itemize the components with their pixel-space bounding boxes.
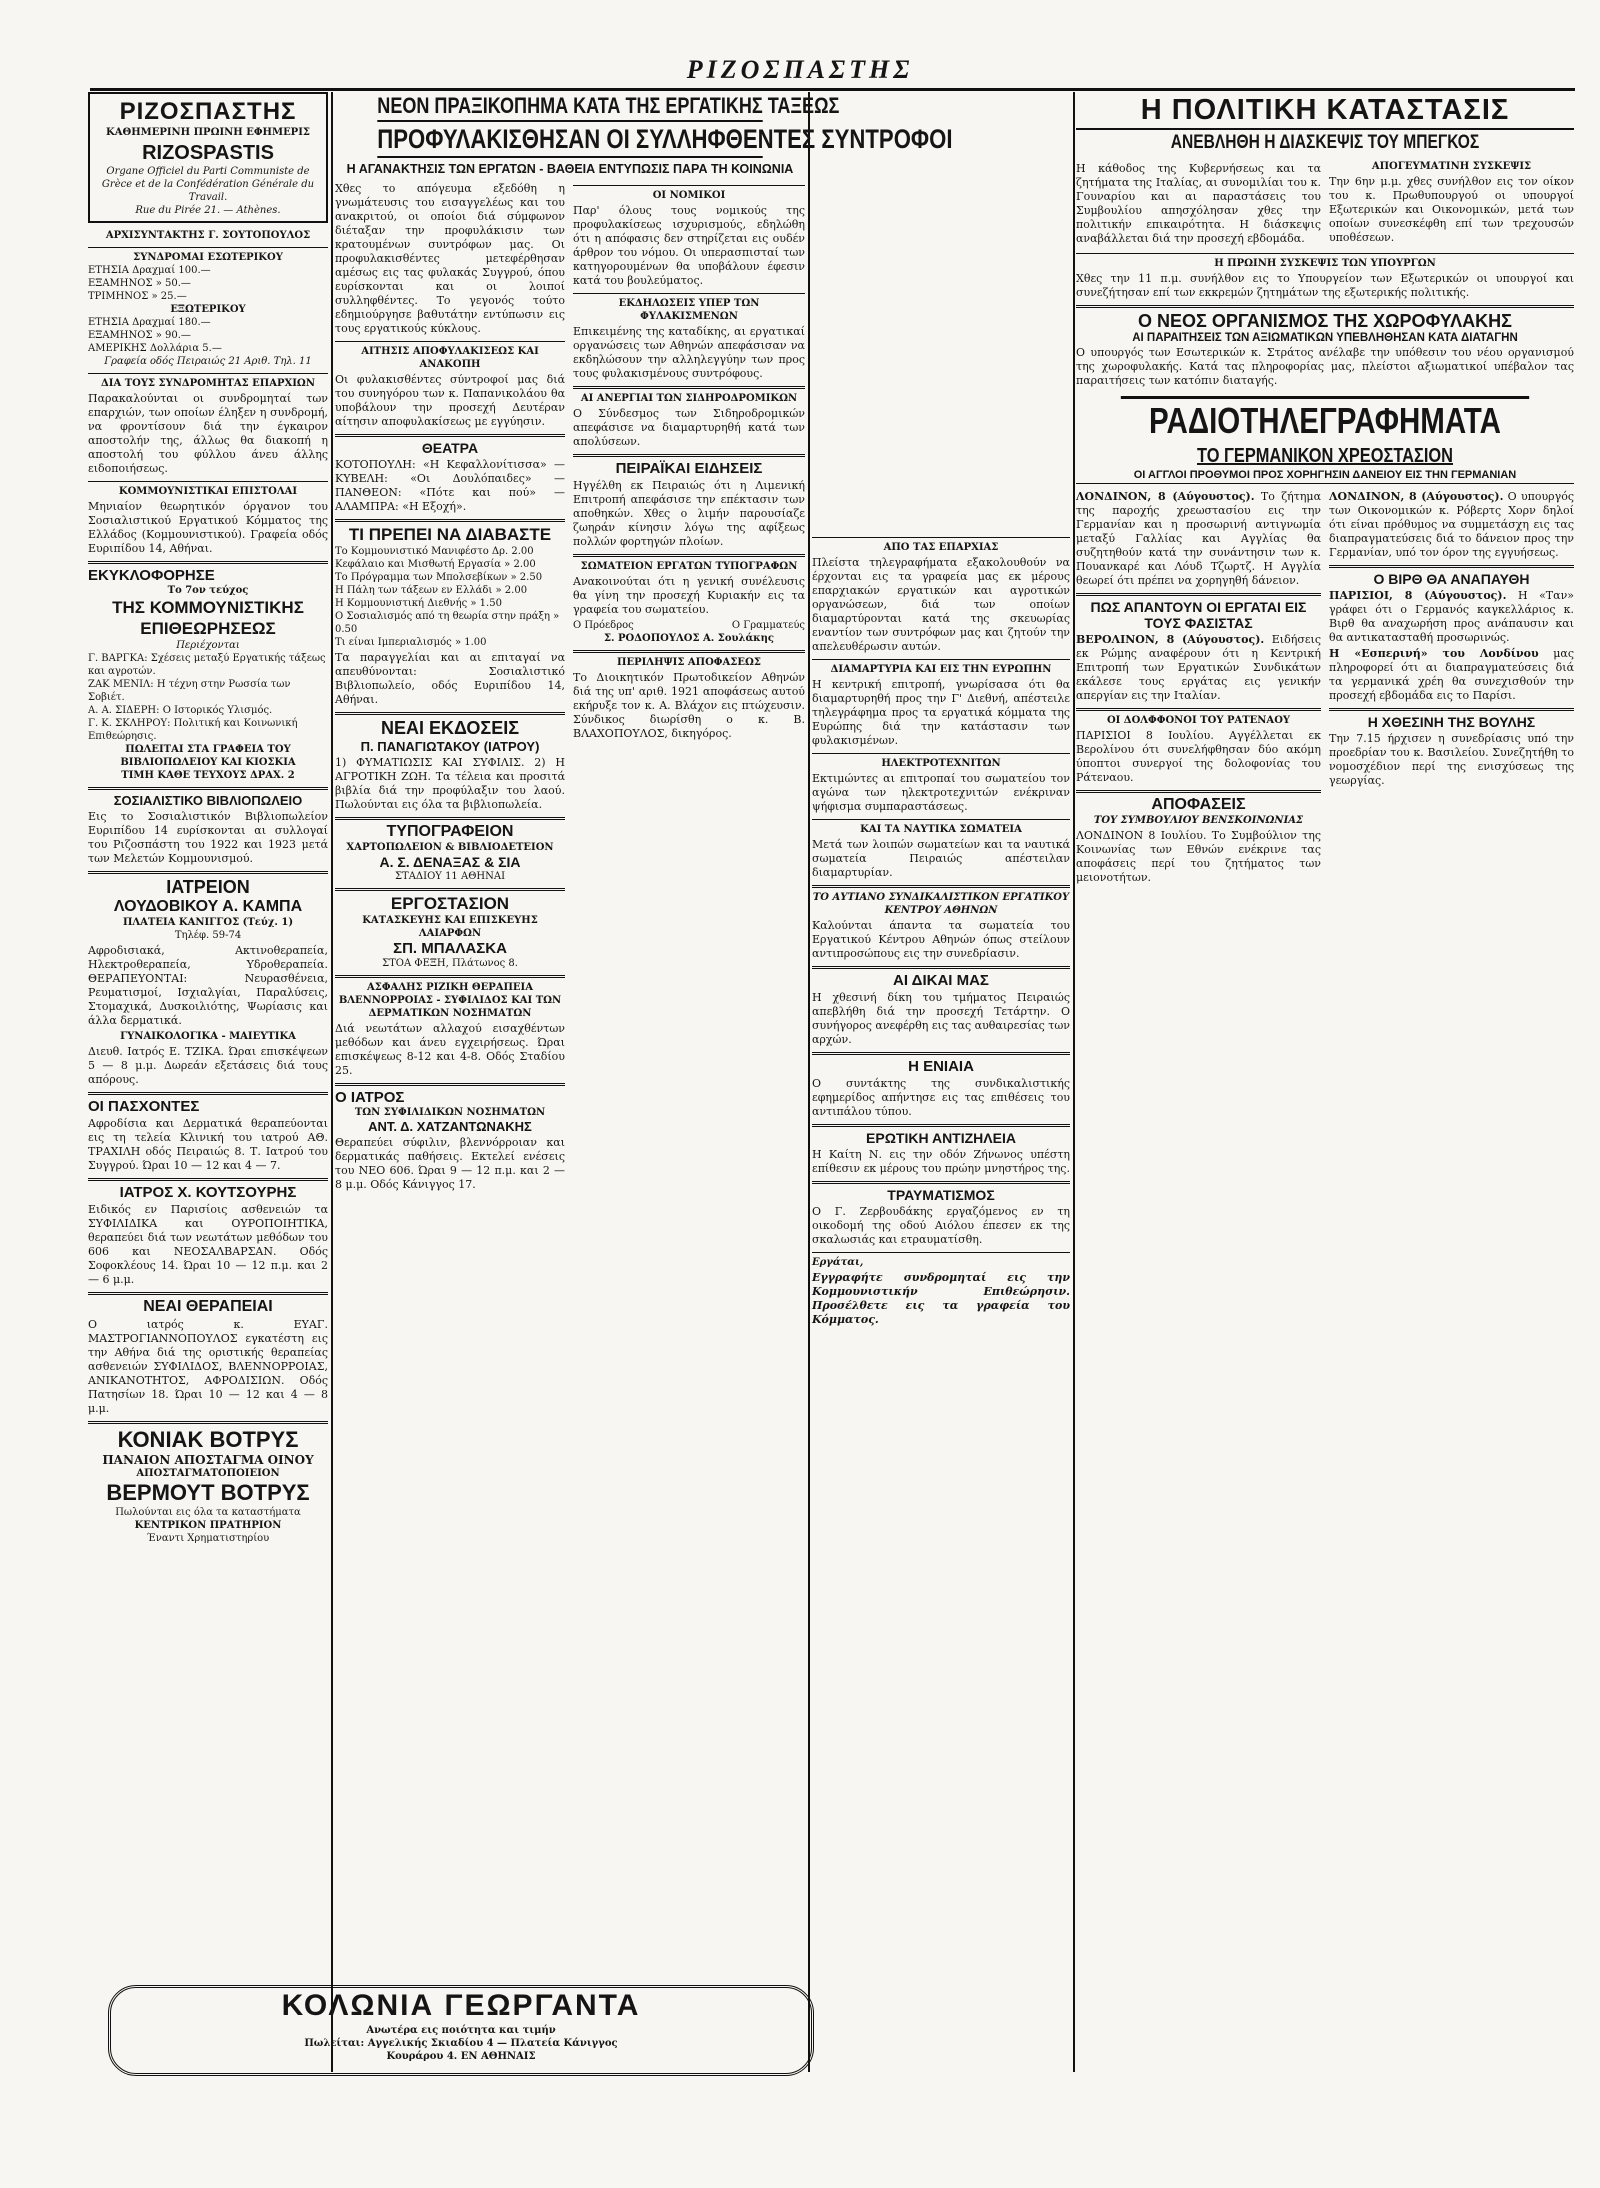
enia-text: Ο συντάκτης της συνδικαλιστικής εφημερίδος απήντησε εις τας επιθέσεις του αντιπάλου τύπου. xyxy=(812,1077,1070,1118)
read-item: Η Πάλη των τάξεων εν Ελλάδι » 2.00 xyxy=(335,585,528,596)
editor-line: ΑΡΧΙΣΥΝΤΑΚΤΗΣ Γ. ΣΟΥΤΟΠΟΥΛΟΣ xyxy=(105,230,311,241)
subscription-row: ΕΞΑΜΗΝΟΣ » 50.— xyxy=(88,278,191,289)
fascist-title: ΠΩΣ ΑΠΑΝΤΟΥΝ ΟΙ ΕΡΓΑΤΑΙ ΕΙΣ ΤΟΥΣ ΦΑΣΙΣΤΑΣ xyxy=(1076,593,1321,631)
column-right xyxy=(1076,92,1574,2077)
circ-contents: Περιέχονται xyxy=(176,640,240,651)
vermouth-depot: ΚΕΝΤΡΙΚΟΝ ΠΡΑΤΗΡΙΟΝ xyxy=(134,1520,282,1531)
nameplate-subtitle: ΚΑΘΗΜΕΡΙΝΗ ΠΡΩΙΝΗ ΕΦΗΜΕΡΙΣ xyxy=(106,127,310,138)
gyn-text: Διευθ. Ιατρός Ε. ΤΖΙΚΑ. Ώραι επισκέψεων 5 — 8 μ.μ. Δωρεάν εξετάσεις διά τους απόρους. xyxy=(88,1045,328,1086)
trade-text: Καλούνται άπαντα τα σωματεία του Εργατικού Κέντρου Αθηνών όπως στείλουν αντιπροσώπους εις την συνεδρίασιν. xyxy=(812,919,1070,960)
vermouth-address: Έναντι Χρηματιστηρίου xyxy=(146,1533,270,1544)
trials-title: ΑΙ ΔΙΚΑΙ ΜΑΣ xyxy=(812,966,1070,989)
lawyers-title: ΟΙ ΝΟΜΙΚΟΙ xyxy=(573,185,805,202)
column-divider xyxy=(331,92,333,2072)
politics-left-text: Η κάθοδος της Κυβερνήσεως και τα ζητήματα της Ιταλίας, αι συνομιλίαι του κ. Γουναρίου και αι παραστάσεις του Συμβουλίου απησχόλησαν χθες την πολιτικήν επικαιρότητα. Η διάσκεψις αναβάλλεται διά την προσεχή εβδομάδα. xyxy=(1076,162,1321,245)
injury-title: ΤΡΑΥΜΑΤΙΣΜΟΣ xyxy=(812,1181,1070,1203)
gendarmerie-text: Ο υπουργός των Εσωτερικών κ. Στράτος ανέλαβε την υπόθεσιν του νέου οργανισμού της χωροφυλακής. Κατά τας πληροφορίας μας, πλείστοι αξιωματικοί υπέβαλον τας παραιτήσεις των κατόπιν διαταγής. xyxy=(1076,346,1574,387)
bookshop-text: Εις το Σοσιαλιστικόν Βιβλιοπωλείον Ευριπίδου 14 ευρίσκονται αι συλλογαί του Ριζοσπάστη του 1922 και 1923 μετά των Μελετών Κομμουνισμού. xyxy=(88,810,328,865)
trials-text: Η χθεσινή δίκη του τμήματος Πειραιώς απεβλήθη διά την προσεχή Τετάρτην. Ο συνήγορος ανεφέρθη εις τας αυθαιρεσίας των αρχών. xyxy=(812,991,1070,1046)
berlin-dateline: ΒΕΡΟΛΙΝΟΝ, 8 (Αύγουστος). xyxy=(1076,633,1265,646)
subscription-row: ΑΜΕΡΙΚΗΣ Δολλάρια 5.— xyxy=(88,343,222,354)
read-item: Το Πρόγραμμα των Μπολσεβίκων » 2.50 xyxy=(335,572,543,583)
nameplate-title: ΡΙΖΟΣΠΑΣΤΗΣ xyxy=(119,98,297,125)
circ-item: Γ. Κ. ΣΚΛΗΡΟΥ: Πολιτική και Κοινωνική Επιθεώρησις. xyxy=(88,718,298,742)
decisions-title: ΑΠΟΦΑΣΕΙΣ xyxy=(1076,790,1321,814)
gyn-title: ΓΥΝΑΙΚΟΛΟΓΙΚΑ - ΜΑΙΕΥΤΙΚΑ xyxy=(120,1031,296,1042)
parliament-text: Την 7.15 ήρχισεν η συνεδρίασις υπό την προεδρίαν του κ. Βασιλείου. Συνεζητήθη το νομοσχέδιον περί της ενισχύσεως της γεωργίας. xyxy=(1329,732,1574,787)
nameplate-box xyxy=(88,92,328,223)
read-item: Κεφάλαιο και Μισθωτή Εργασία » 2.00 xyxy=(335,559,536,570)
factory-address: ΣΤΟΑ ΦΕΞΗ, Πλάτωνος 8. xyxy=(382,958,518,969)
protest-title: ΔΙΑΜΑΡΤΥΡΙΑ ΚΑΙ ΕΙΣ ΤΗΝ ΕΥΡΩΠΗΝ xyxy=(812,659,1070,676)
cognac-title: ΚΟΝΙΑΚ ΒΟΤΡΥΣ xyxy=(88,1421,328,1453)
nameplate-title-fr: RIZOSPASTIS xyxy=(142,142,274,164)
subscription-row: ΕΤΗΣΙΑ Δραχμαί 180.— xyxy=(88,317,211,328)
politics-right-text: Την 6ην μ.μ. χθες συνήλθον εις τον οίκον του κ. Πρωθυπουργού οι υπουργοί Εξωτερικών και Οικονομικών, μετά των οποίων συνεσκέφθη επί των τρεχουσών υποθέσεων. xyxy=(1329,175,1574,244)
subscription-row: ΕΤΗΣΙΑ Δραχμαί 100.— xyxy=(88,265,211,276)
lawyers-text: Παρ' όλους τους νομικούς της προφυλακίσεως ισχυρισμούς, εδηλώθη ότι η απόφασις δεν στηρίζεται εις ουδέν άρθρον του νόμου. Οι υπερασπισταί των κατηγορουμένων θα υποβάλουν έφεσιν κατά του βουλεύματος. xyxy=(573,204,805,287)
doc-sub: ΤΩΝ ΣΥΦΙΛΙΔΙΚΩΝ ΝΟΣΗΜΑΤΩΝ xyxy=(354,1107,546,1118)
blank-space xyxy=(812,92,1070,532)
subscription-row: ΕΞΑΜΗΝΟΣ » 90.— xyxy=(88,330,191,341)
protest-text: Η κεντρική επιτροπή, γνωρίσασα ότι θα διαμαρτυρηθή προς την Γ' Διεθνή, απέστειλε τηλεγράφημα προς τα εργατικά κόμματα της Ευρώπης διά την κατάστασιν των φυλακισμένων. xyxy=(812,678,1070,747)
column-divider xyxy=(1073,92,1075,2072)
circ-sale: ΠΩΛΕΙΤΑΙ ΣΤΑ ΓΡΑΦΕΙΑ ΤΟΥ ΒΙΒΛΙΟΠΩΛΕΙΟΥ ΚΑΙ ΚΙΟΣΚΙΑ xyxy=(120,744,296,768)
ad-title: ΚΟΛΩΝΙΑ ΓΕΩΡΓΑΝΤΑ xyxy=(281,1989,641,2022)
cure-text: Διά νεωτάτων αλλαχού εισαχθέντων μεθόδων και άνευ εγχειρήσεως. Ώραι επισκέψεως 8-12 και 4-8. Οδός Σταδίου 25. xyxy=(335,1022,565,1077)
gendarmerie-sub: ΑΙ ΠΑΡΑΙΤΗΣΕΙΣ ΤΩΝ ΑΞΙΩΜΑΤΙΚΩΝ ΥΠΕΒΛΗΘΗΣΑΝ ΚΑΤΑ ΔΙΑΤΑΓΗΝ xyxy=(1132,332,1518,344)
release-title: ΑΙΤΗΣΙΣ ΑΠΟΦΥΛΑΚΙΣΕΩΣ ΚΑΙ ΑΝΑΚΟΠΗ xyxy=(335,341,565,371)
lead-banner: ΝΕΟΝ ΠΡΑΞΙΚΟΠΗΜΑ ΚΑΤΑ ΤΗΣ ΕΡΓΑΤΙΚΗΣ ΤΑΞΕΩΣ xyxy=(377,93,840,118)
provinces-text: Πλείστα τηλεγραφήματα εξακολουθούν να έρχονται εις τα γραφεία μας εκ μέρους επαρχιακών εργατικών και αγροτικών οργανώσεων, διά των οποίων διαμαρτύρονται κατά της σκευωρίας εναντίον των συντρόφων μας και ζητούν την απελευθέρωσιν αυτών. xyxy=(812,556,1070,653)
politics-right-title: ΑΠΟΓΕΥΜΑΤΙΝΗ ΣΥΣΚΕΨΙΣ xyxy=(1371,161,1532,172)
ad-line2: Πωλείται: Αγγελικής Σκιαδίου 4 — Πλατεία Κάνιγγος xyxy=(304,2038,618,2049)
read-item: Το Κομμουνιστικό Μανιφέστο Δρ. 2.00 xyxy=(335,546,534,557)
read-title: ΤΙ ΠΡΕΠΕΙ ΝΑ ΔΙΑΒΑΣΤΕ xyxy=(335,519,565,545)
circ-item: Α. Α. ΣΙΔΕΡΗ: Ο Ιστορικός Υλισμός. xyxy=(88,705,273,716)
bookshop-title: ΣΟΣΙΑΛΙΣΤΙΚΟ ΒΙΒΛΙΟΠΩΛΕΙΟ xyxy=(88,787,328,808)
evening-text: μας πληροφορεί ότι αι διαπραγματεύσεις διά τα γερμανικά χρέη θα συνεχισθούν την προσεχή εβδομάδα εις το Παρίσι. xyxy=(1329,647,1574,702)
cognac-sub: ΠΑΝΑΙΟΝ ΑΠΟΣΤΑΓΜΑ ΟΙΝΟΥ xyxy=(102,1453,314,1467)
doc-text: Θεραπεύει σύφιλιν, βλεννόρροιαν και δερματικάς παθήσεις. Εκτελεί ενέσεις του ΝΕΟ 606. Ώραι 9 — 12 π.μ. και 2 — 8 μ.μ. Οδός Κάνιγγος 17. xyxy=(335,1136,565,1191)
printers-text: Ανακοινούται ότι η γενική συνέλευσις θα γίνη την προσεχή Κυριακήν εις τα γραφεία του σωματείου. xyxy=(573,575,805,616)
vermouth-sale: Πωλούνται εις όλα τα καταστήματα xyxy=(115,1507,301,1518)
clinic-name: ΛΟΥΔΟΒΙΚΟΥ Α. ΚΑΜΠΑ xyxy=(113,898,303,915)
ad-line1: Ανωτέρα εις ποιότητα και τιμήν xyxy=(366,2025,556,2036)
subscription-row: ΤΡΙΜΗΝΟΣ » 25.— xyxy=(88,291,187,302)
trade-title: ΤΟ ΑΥΤΙΑΝΟ ΣΥΝΔΙΚΑΛΙΣΤΙΚΟΝ ΕΡΓΑΤΙΚΟΥ ΚΕΝΤΡΟΥ ΑΘΗΝΩΝ xyxy=(812,885,1070,917)
sign-secretary: Ο Γραμματεύς xyxy=(731,620,805,631)
erotic-title: ΕΡΩΤΙΚΗ ΑΝΤΙΖΗΛΕΙΑ xyxy=(812,1124,1070,1146)
doc-name: ΑΝΤ. Δ. ΧΑΤΖΑΝΤΩΝΑΚΗΣ xyxy=(368,1119,532,1134)
pub-name: Π. ΠΑΝΑΓΙΩΤΑΚΟΥ (ΙΑΤΡΟΥ) xyxy=(360,739,540,754)
unemployment-title: ΑΙ ΑΝΕΡΓΙΑΙ ΤΩΝ ΣΙΔΗΡΟΔΡΟΜΙΚΩΝ xyxy=(573,386,805,405)
nameplate-organ: Organe Officiel du Parti Communiste de Grèce et de la Confédération Générale du Travail. xyxy=(101,166,315,203)
ad-line3: Κουράρου 4. ΕΝ ΑΘΗΝΑΙΣ xyxy=(386,2051,536,2062)
read-note: Τα παραγγελίαι και αι επιταγαί να απευθύνονται: Σοσιαλιστικό Βιβλιοπωλείο, οδός Ευριπίδου 14, Αθήναι. xyxy=(335,651,565,706)
pub-title: ΝΕΑΙ ΕΚΔΟΣΕΙΣ xyxy=(335,712,565,739)
politics-subhead: ΑΝΕΒΛΗΘΗ Η ΔΙΑΣΚΕΨΙΣ ΤΟΥ ΜΠΕΓΚΟΣ xyxy=(1170,132,1480,153)
murderers-title: ΟΙ ΔΟΛΦΦΟΝΟΙ ΤΟΥ ΡΑΤΕΝΑΟΥ xyxy=(1076,708,1321,727)
erotic-text: Η Καίτη Ν. εις την οδόν Ζήνωνος υπέστη επίθεσιν εκ μέρους του πρώην μνηστήρος της. xyxy=(812,1148,1070,1175)
read-item: Ο Σοσιαλισμός από τη θεωρία στην πράξη » 0.50 xyxy=(335,611,560,635)
decisions-text: ΛΟΝΔΙΝΟΝ 8 Ιουλίου. Το Συμβούλιον της Κοινωνίας των Εθνών ενέκρινε τας αποφάσεις περί του ζητήματος των μειονοτήτων. xyxy=(1076,829,1321,884)
decisions-sub: ΤΟΥ ΣΥΜΒΟΥΛΙΟΥ ΒΕΝΣΚΟΙΝΩΝΙΑΣ xyxy=(1093,815,1304,826)
press-sub: ΧΑΡΤΟΠΩΛΕΙΟΝ & ΒΙΒΛΙΟΔΕΤΕΙΟΝ xyxy=(346,842,554,853)
cure-title: ΑΣΦΑΛΗΣ ΡΙΖΙΚΗ ΘΕΡΑΠΕΙΑ xyxy=(335,975,565,994)
theatre-text: ΚΟΤΟΠΟΥΛΗ: «Η Κεφαλλονίτισσα» — ΚΥΒΕΛΗ: «Οι Δουλόπαιδες» — ΠΑΝΘΕΟΝ: «Πότε και πού» — ΑΛΑΜΠΡΑ: «Η Εξοχή». xyxy=(335,458,565,513)
workers-text: Εγγραφήτε συνδρομηταί εις την Κομμουνιστικήν Επιθεώρησιν. Προσέλθετε εις τα γραφεία του Κόμματος. xyxy=(812,1271,1070,1326)
radio-sub: ΤΟ ΓΕΡΜΑΝΙΚΟΝ ΧΡΕΟΣΤΑΣΙΟΝ xyxy=(1197,445,1453,467)
politics-headline: Η ΠΟΛΙΤΙΚΗ ΚΑΤΑΣΤΑΣΙΣ xyxy=(1076,92,1574,130)
enia-title: Η ΕΝΙΑΙΑ xyxy=(812,1052,1070,1075)
summary-title: ΠΕΡΙΛΗΨΙΣ ΑΠΟΦΑΣΕΩΣ xyxy=(573,650,805,669)
vermouth-title: ΒΕΡΜΟΥΤ ΒΟΤΡΥΣ xyxy=(106,1480,310,1505)
nameplate-address: Rue du Pirée 21. — Athènes. xyxy=(135,205,281,216)
cure-sub: ΒΛΕΝΝΟΡΡΟΙΑΣ - ΣΥΦΙΛΙΔΟΣ ΚΑΙ ΤΩΝ ΔΕΡΜΑΤΙΚΩΝ ΝΟΣΗΜΑΤΩΝ xyxy=(338,995,562,1019)
lead-subhead: Η ΑΓΑΝΑΚΤΗΣΙΣ ΤΩΝ ΕΡΓΑΤΩΝ - ΒΑΘΕΙΑ ΕΝΤΥΠΩΣΙΣ ΠΑΡΑ ΤΗ ΚΟΙΝΩΝΙΑ xyxy=(346,162,794,176)
doc-title: Ο ΙΑΤΡΟΣ xyxy=(335,1083,565,1106)
expedition-title: ΕΚΔΗΛΩΣΕΙΣ ΥΠΕΡ ΤΩΝ ΦΥΛΑΚΙΣΜΕΝΩΝ xyxy=(573,293,805,323)
parliament-title: Η ΧΘΕΣΙΝΗ ΤΗΣ ΒΟΥΛΗΣ xyxy=(1329,708,1574,730)
new-therapies-text: Ο ιατρός κ. ΕΥΑΓ. ΜΑΣΤΡΟΓΙΑΝΝΟΠΟΥΛΟΣ εγκατέστη εις την Αθήνα διά της οριστικής θεραπείας ασθενειών ΣΥΦΙΛΙΔΟΣ, ΒΛΕΝΝΟΡΡΟΙΑΣ, ΑΝΙΚΑΝΟΤΗΤΟΣ, ΑΦΡΟΔΙΣΙΩΝ. Οδός Πατησίων 18. Ώραι 10 — 12 και 4 — 8 μ.μ. xyxy=(88,1318,328,1415)
cologne-advertisement xyxy=(108,1985,814,2076)
page-header: ΡΙΖΟΣΠΑΣΤΗΣ xyxy=(686,55,914,84)
column-divider xyxy=(808,92,810,2072)
column-center-right xyxy=(812,92,1070,2077)
wirth-text: Η «Ταν» γράφει ότι ο Γερμανός καγκελλάριος κ. Βιρθ θα αναχωρήση προς ανάπαυσιν και θα αντικατασταθή προσωρινώς. xyxy=(1329,589,1574,644)
murderers-text: ΠΑΡΙΣΙΟΙ 8 Ιουλίου. Αγγέλλεται εκ Βερολίνου ότι συνελήφθησαν δύο ακόμη ύποπτοι συνεργοί της δολοφονίας του Ράτεναου. xyxy=(1076,729,1321,784)
clinic-phone: Τηλέφ. 59-74 xyxy=(174,930,242,941)
sick-text: Αφροδίσια και Δερματικά θεραπεύονται εις τη τελεία Κλινική του ιατρού ΑΘ. ΤΡΑΧΙΛΗ οδός Πειραιώς 8. Τ. Ιατρού του Συγγρού. Ώραι 10 — 12 και 4 — 7. xyxy=(88,1117,328,1172)
summary-text: Το Διοικητικόν Πρωτοδικείον Αθηνών διά της υπ' αριθ. 1921 αποφάσεως αυτού εκήρυξε τον κ. Α. Βλάχον εις πτώχευσιν. Σύνδικος διωρίσθη ο κ. Β. ΒΛΑΧΟΠΟΥΛΟΣ, δικηγόρος. xyxy=(573,671,805,740)
clinic-title: ΙΑΤΡΕΙΟΝ xyxy=(88,871,328,898)
sign-president: Ο Πρόεδρος xyxy=(573,620,634,631)
expedition-text: Επικειμένης της καταδίκης, αι εργατικαί οργανώσεις των Αθηνών απεφάσισαν να εκδηλώσουν την αλληλεγγύην των προς τους φυλακισμένους συντρόφους. xyxy=(573,325,805,380)
release-text: Οι φυλακισθέντες σύντροφοί μας διά του συνηγόρου των κ. Παπανικολάου θα υποβάλουν την προσεχή Δευτέραν αίτησιν αποφυλακίσεως με εγγύησιν. xyxy=(335,373,565,428)
press-title: ΤΥΠΟΓΡΑΦΕΙΟΝ xyxy=(335,817,565,841)
factory-sub: ΚΑΤΑΣΚΕΥΗΣ ΚΑΙ ΕΠΙΣΚΕΥΗΣ ΛΑΙΑΡΦΩΝ xyxy=(362,915,538,939)
radio-sub2: ΟΙ ΑΓΓΛΟΙ ΠΡΟΘΥΜΟΙ ΠΡΟΣ ΧΟΡΗΓΗΣΙΝ ΔΑΝΕΙΟΥ ΕΙΣ ΤΗΝ ΓΕΡΜΑΝΙΑΝ xyxy=(1076,469,1574,484)
electricians-text: Εκτιμώντες αι επιτροπαί του σωματείου τον αγώνα των ηλεκτροτεχνιτών ενέκριναν ψήφισμα συμπαραστάσεως. xyxy=(812,772,1070,813)
cognac-firm: ΑΠΟΣΤΑΓΜΑΤΟΠΟΙΕΙΟΝ xyxy=(136,1468,280,1479)
column-left xyxy=(88,92,328,1972)
notice-text: Παρακαλούνται οι συνδρομηταί των επαρχιών, των οποίων έληξεν η συνδρομή, να φροντίσουν διά την έγκαιρον αποστολήν της, άλλως θα διακοπή η αποστολή του φύλλου άνευ άλλης ειδοποιήσεως. xyxy=(88,392,328,475)
circ-price: ΤΙΜΗ ΚΑΘΕ ΤΕΥΧΟΥΣ ΔΡΑΧ. 2 xyxy=(121,770,295,781)
theatre-title: ΘΕΑΤΡΑ xyxy=(335,434,565,456)
clinic-address: ΠΛΑΤΕΙΑ ΚΑΝΙΓΓΟΣ (Τεύχ. 1) xyxy=(122,917,294,928)
pub-text: 1) ΦΥΜΑΤΙΩΣΙΣ ΚΑΙ ΣΥΦΙΛΙΣ. 2) Η ΑΓΡΟΤΙΚΗ ΖΩΗ. Τα τέλεια και προσιτά βιβλία διά την προφύλαξιν του λαού. Πωλούνται εις όλα τα βιβλιοπωλεία. xyxy=(335,756,565,811)
evening-lead: Η «Εσπερινή» του Λονδίνου xyxy=(1329,647,1539,660)
berlin-text: Ειδήσεις εκ Ρώμης αναφέρουν ότι η Κεντρική Επιτροπή των Εργατικών Συνδικάτων εκάλεσε τους εργάτας εις γενικήν απεργίαν εις την Ιταλίαν. xyxy=(1076,633,1322,702)
read-item: Η Κομμουνιστική Διεθνής » 1.50 xyxy=(335,598,502,609)
naval-title: ΚΑΙ ΤΑ ΝΑΥΤΙΚΑ ΣΩΜΑΤΕΙΑ xyxy=(812,819,1070,836)
press-address: ΣΤΑΔΙΟΥ 11 ΑΘΗΝΑΙ xyxy=(394,871,506,882)
morning-title: Η ΠΡΩΙΝΗ ΣΥΣΚΕΨΙΣ ΤΩΝ ΥΠΟΥΡΓΩΝ xyxy=(1076,253,1574,270)
radio-title: ΡΑΔΙΟΤΗΛΕΓΡΑΦΗΜΑΤΑ xyxy=(1121,396,1529,443)
subscriptions-title: ΣΥΝΔΡΟΜΑΙ ΕΣΩΤΕΡΙΚΟΥ xyxy=(88,247,328,264)
press-name: Α. Σ. ΔΕΝΑΞΑΣ & ΣΙΑ xyxy=(379,854,521,870)
london2-text: Ο υπουργός των Οικονομικών κ. Ρόβερτς Χορν δηλοί ότι είναι πρόθυμος να συμμετάσχη εις τας διαπραγματεύσεις διά το δάνειον προς την Γερμανίαν, υπό τον όρον της εγγυήσεως. xyxy=(1329,490,1574,559)
doctor-title: ΙΑΤΡΟΣ Χ. ΚΟΥΤΣΟΥΡΗΣ xyxy=(88,1178,328,1201)
piraeus-text: Ηγγέλθη εκ Πειραιώς ότι η Λιμενική Επιτροπή απεφάσισε την επέκτασιν των αποθηκών. Χθες ο λιμήν παρουσίαζε ζωηράν κίνησιν λόγω της αφίξεως πολλών φορτηγών πλοίων. xyxy=(573,479,805,548)
factory-name: ΣΠ. ΜΠΑΛΑΣΚΑ xyxy=(393,940,507,957)
circ-title: ΕΚΥΚΛΟΦΟΡΗΣΕ xyxy=(88,561,328,584)
london2-dateline: ΛΟΝΔΙΝΟΝ, 8 (Αύγουστος). xyxy=(1329,490,1504,503)
subscriptions-ext-title: ΕΞΩΤΕΡΙΚΟΥ xyxy=(170,304,246,315)
unemployment-text: Ο Σύνδεσμος των Σιδηροδρομικών απεφάσισε να διαμαρτυρηθή κατά των απολύσεων. xyxy=(573,407,805,448)
sign-names: Σ. ΡΟΔΟΠΟΥΛΟΣ Α. Σουλάκης xyxy=(603,633,774,644)
morning-text: Χθες την 11 π.μ. συνήλθον εις το Υπουργείον των Εξωτερικών οι υπουργοί και συνεζήτησαν επί των εκκρεμών ζητημάτων της εξωτερικής πολιτικής. xyxy=(1076,272,1574,299)
circ-item: Γ. ΒΑΡΓΚΑ: Σχέσεις μεταξύ Εργατικής τάξεως και αγροτών. xyxy=(88,653,326,677)
circ-name: ΤΗΣ ΚΟΜΜΟΥΝΙΣΤΙΚΗΣ ΕΠΙΘΕΩΡΗΣΕΩΣ xyxy=(112,598,304,638)
new-therapies-title: ΝΕΑΙ ΘΕΡΑΠΕΙΑΙ xyxy=(88,1292,328,1316)
header-rule xyxy=(90,88,1575,91)
paris-dateline: ΠΑΡΙΣΙΟΙ, 8 (Αύγουστος). xyxy=(1329,589,1507,602)
printers-title: ΣΩΜΑΤΕΙΟΝ ΕΡΓΑΤΩΝ ΤΥΠΟΓΡΑΦΩΝ xyxy=(573,554,805,573)
factory-title: ΕΡΓΟΣΤΑΣΙΟΝ xyxy=(335,888,565,914)
piraeus-title: ΠΕΙΡΑΪΚΑΙ ΕΙΔΗΣΕΙΣ xyxy=(573,454,805,477)
doctor-text: Ειδικός εν Παρισίοις ασθενειών τα ΣΥΦΙΛΙΔΙΚΑ και ΟΥΡΟΠΟΙΗΤΙΚΑ, θεραπεύει διά των νεωτάτων μεθόδων του 606 και ΝΕΟΣΑΛΒΑΡΣΑΝ. Οδός Σοφοκλέους 14. Ώραι 10 — 12 π.μ. και 2 — 6 μ.μ. xyxy=(88,1203,328,1286)
notice-title: ΔΙΑ ΤΟΥΣ ΣΥΝΔΡΟΜΗΤΑΣ ΕΠΑΡΧΙΩΝ xyxy=(88,373,328,390)
circ-issue: Το 7ον τεύχος xyxy=(167,585,249,596)
office-line: Γραφεία οδός Πειραιώς 21 Αριθ. Τηλ. 11 xyxy=(104,356,312,367)
lead-text: Χθες το απόγευμα εξεδόθη η γνωμάτευσις του εισαγγελέως και του ανακριτού, οι οποίοι διά σύμφωνον διέταξαν την προφυλάκισιν των κρατουμένων συντρόφων μας. Οι προφυλακισθέντες μετεφέρθησαν αμέσως εις τας φυλακάς Συγγρού, όπου ευρίσκονται και οι λοιποί συλληφθέντες. Το γεγονός τούτο εδημιούργησε βαθυτάτην εντύπωσιν εις τους εργατικούς κύκλους. xyxy=(335,182,565,335)
wirth-title: Ο ΒΙΡΘ ΘΑ ΑΝΑΠΑΥΘΗ xyxy=(1329,565,1574,587)
naval-text: Μετά των λοιπών σωματείων και τα ναυτικά σωματεία Πειραιώς απέστειλαν διαμαρτυρίαν. xyxy=(812,838,1070,879)
lead-headline: ΠΡΟΦΥΛΑΚΙΣΘΗΣΑΝ ΟΙ ΣΥΛΛΗΦΘΕΝΤΕΣ ΣΥΝΤΡΟΦΟΙ xyxy=(377,120,762,158)
clinic-text: Αφροδισιακά, Ακτινοθεραπεία, Ηλεκτροθεραπεία, Υδροθεραπεία. ΘΕΡΑΠΕΥΟΝΤΑΙ: Νευρασθένεια, Ρευματισμοί, Ισχιαλγίαι, Παραλύσεις, Στομαχικά, Δυσκοιλιότης, Ψωρίασις και άλλα δερματικά. xyxy=(88,944,328,1027)
sick-title: ΟΙ ΠΑΣΧΟΝΤΕΣ xyxy=(88,1092,328,1115)
london-text: Το ζήτημα της παροχής χρεωστασίου εις την Γερμανίαν και η προσωρινή αντιγνωμία μεταξύ Γαλλίας και Αγγλίας θα συζητηθούν κατά την συνάντησιν των κ. Πουανκαρέ και Λόυδ Τζωρτζ. Η Αγγλία θεωρεί ότι πρέπει να χορηγηθή δάνειον. xyxy=(1076,490,1322,587)
circ-item: ΖΑΚ ΜΕΝΙΛ: Η τέχνη στην Ρωσσία των Σοβιέτ. xyxy=(88,679,291,703)
comm-text: Μηνιαίον θεωρητικόν όργανον του Σοσιαλιστικού Εργατικού Κόμματος της Ελλάδος (Κομμουνιστικού). Γραφεία οδός Ευριπίδου 14, Αθήναι. xyxy=(88,500,328,555)
read-item: Τι είναι Ιμπεριαλισμός » 1.00 xyxy=(335,637,487,648)
electricians-title: ΗΛΕΚΤΡΟΤΕΧΝΙΤΩΝ xyxy=(812,753,1070,770)
london-dateline: ΛΟΝΔΙΝΟΝ, 8 (Αύγουστος). xyxy=(1076,490,1255,503)
comm-title: ΚΟΜΜΟΥΝΙΣΤΙΚΑΙ ΕΠΙΣΤΟΛΑΙ xyxy=(88,481,328,498)
workers-call: Εργάται, xyxy=(812,1252,1070,1269)
gendarmerie-title: Ο ΝΕΟΣ ΟΡΓΑΝΙΣΜΟΣ ΤΗΣ ΧΩΡΟΦΥΛΑΚΗΣ xyxy=(1076,305,1574,332)
injury-text: Ο Γ. Ζερβουδάκης εργαζόμενος εν τη οικοδομή της οδού Αιόλου έπεσεν εκ της σκαλωσιάς και ετραυματίσθη. xyxy=(812,1205,1070,1246)
provinces-title: ΑΠΟ ΤΑΣ ΕΠΑΡΧΙΑΣ xyxy=(812,537,1070,554)
